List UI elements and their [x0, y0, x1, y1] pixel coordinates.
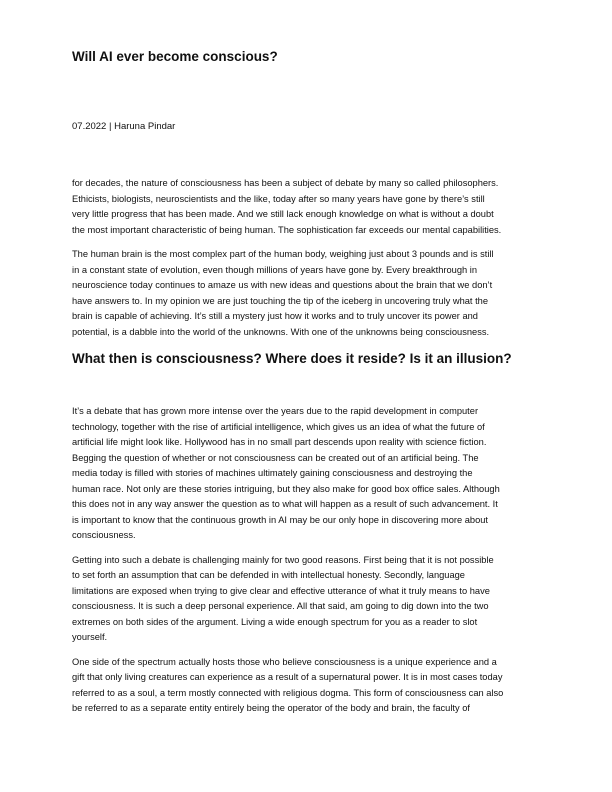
text-line: extremes on both sides of the argument. Living a wide enough spectrum for you as a reader to slot [72, 616, 478, 627]
text-line: media today is filled with stories of machines ultimately gaining consciousness and destroying the [72, 468, 473, 478]
text-line: this does not in any way answer the question as to what will happen as a result of such advancement. It [72, 499, 498, 509]
text-line: technology, together with the rise of artificial intelligence, which gives us an idea of what the future of [72, 421, 485, 432]
paragraph [72, 176, 552, 238]
text-line: is important to know that the continuous growth in AI may be our only hope in discovering more about [72, 514, 489, 525]
text-line: referred to as a soul, a term mostly connected with religious dogma. This form of consciousness can also [72, 687, 504, 698]
text-line: in a constant state of evolution, even though millions of years have gone by. Every breakthrough in [72, 264, 478, 275]
article-title: Will AI ever become conscious? [72, 49, 278, 64]
text-line: to set forth an assumption that can be defended in with intellectual honesty. Secondly, language [72, 570, 465, 580]
text-line: very little progress that has been made. And we still lack enough knowledge on what is without a doubt [72, 209, 494, 219]
byline: 07.2022 | Haruna Pindar [72, 121, 176, 132]
text-line: One side of the spectrum actually hosts those who believe consciousness is a unique experience and a [72, 656, 497, 667]
text-line: be referred to as a separate entity entirely being the operator of the body and brain, the faculty of [72, 703, 470, 713]
text-line: neuroscience today continues to amaze us with new ideas and questions about the brain that we don’t [72, 280, 493, 290]
text-line: yourself. [72, 632, 108, 642]
text-line: consciousness. It is such a deep personal experience. All that said, am going to dig down into the two [72, 601, 489, 611]
paragraph [72, 404, 552, 544]
text-line: for decades, the nature of consciousness has been a subject of debate by many so called philosophers. [72, 178, 499, 188]
section-2 [72, 404, 552, 726]
text-line: human race. Not only are these stories intriguing, but they also make for good box office sales. Although [72, 483, 500, 494]
text-line: the most important characteristic of being human. The sophistication far exceeds our mental capabilities. [72, 224, 502, 235]
text-line: Ethicists, biologists, neuroscientists and the like, today after so many years have gone by there’s still [72, 193, 485, 204]
text-line: It’s a debate that has grown more intense over the years due to the rapid development in computer [72, 406, 479, 416]
text-line: brain is capable of achieving. It’s still a mystery just how it works and to truly uncover its power and [72, 311, 478, 321]
text-line: gift that only living creatures can experience as a result of a supernatural power. It is in most cases today [72, 672, 503, 682]
text-line: potential, is a dabble into the world of the unknowns. With one of the unknowns being consciousness. [72, 326, 490, 337]
text-line: consciousness. [72, 530, 136, 540]
section-1 [72, 176, 552, 349]
paragraph [72, 655, 552, 717]
text-line: limitations are exposed when trying to give clear and effective utterance of what it truly means to have [72, 585, 490, 596]
text-line: have answers to. In my opinion we are just touching the tip of the iceberg in uncovering truly what the [72, 295, 489, 306]
text-line: Getting into such a debate is challenging mainly for two good reasons. First being that it is not possible [72, 554, 494, 565]
section-heading: What then is consciousness? Where does it reside? Is it an illusion? [72, 351, 512, 366]
text-line: Begging the question of whether or not consciousness can be created out of an artificial being. The [72, 452, 479, 463]
paragraph [72, 247, 552, 340]
text-line: artificial life might look like. Hollywood has in no small part descends upon reality with science fiction. [72, 437, 487, 447]
text-line: The human brain is the most complex part of the human body, weighing just about 3 pounds and is still [72, 249, 494, 259]
paragraph [72, 553, 552, 646]
